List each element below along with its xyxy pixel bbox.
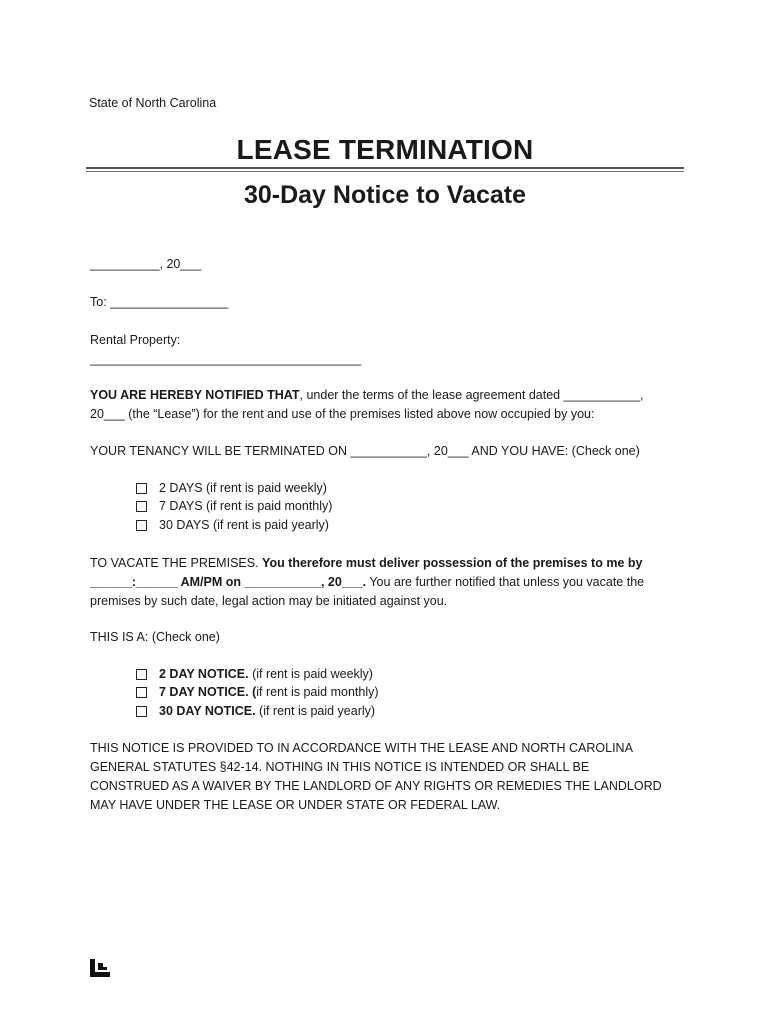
tenancy-option-30-days[interactable] <box>136 518 329 532</box>
vacate-paragraph-line-2 <box>90 575 644 589</box>
disclaimer-line-1: THIS NOTICE IS PROVIDED TO IN ACCORDANCE WITH THE LEASE AND NORTH CAROLINA <box>90 741 633 755</box>
notice-paragraph-line-1 <box>90 388 644 402</box>
option-bold: 7 DAY NOTICE. ( <box>159 685 257 699</box>
checkbox[interactable] <box>136 687 147 698</box>
checkbox[interactable] <box>136 520 147 531</box>
notice-option-7-day[interactable] <box>136 685 379 699</box>
rental-property-field[interactable]: _______________________________________ <box>90 352 362 366</box>
rental-property-label: Rental Property: <box>90 333 181 347</box>
option-bold: 2 DAY NOTICE. <box>159 667 249 681</box>
brand-logo-icon <box>90 959 110 977</box>
tenancy-termination-text: YOUR TENANCY WILL BE TERMINATED ON ___________, 20___ AND YOU HAVE: (Check one) <box>90 444 640 458</box>
vacate-plain: TO VACATE THE PREMISES. <box>90 556 263 570</box>
notice-option-2-day[interactable] <box>136 667 373 681</box>
checkbox[interactable] <box>136 483 147 494</box>
option-bold: 30 DAY NOTICE. <box>159 704 256 718</box>
tenancy-option-2-days[interactable] <box>136 481 327 495</box>
date-field[interactable]: __________, 20___ <box>90 257 202 271</box>
state-label: State of North Carolina <box>89 96 217 110</box>
recipient-field[interactable]: To: _________________ <box>90 295 229 309</box>
notice-lead-bold: YOU ARE HEREBY NOTIFIED THAT <box>90 388 300 402</box>
vacate-paragraph-line-3: premises by such date, legal action may be initiated against you. <box>90 594 448 608</box>
disclaimer-line-3: CONSTRUED AS A WAIVER BY THE LANDLORD OF ANY RIGHTS OR REMEDIES THE LANDLORD <box>90 779 662 793</box>
vacate-plain-2: You are further notified that unless you vacate the <box>366 575 645 589</box>
disclaimer-line-2: GENERAL STATUTES §42-14. NOTHING IN THIS NOTICE IS INTENDED OR SHALL BE <box>90 760 590 774</box>
option-plain: if rent is paid monthly) <box>256 685 379 699</box>
tenancy-option-7-days[interactable] <box>136 499 332 513</box>
checkbox[interactable] <box>136 669 147 680</box>
option-plain: (if rent is paid weekly) <box>248 667 373 681</box>
vacate-deadline-bold: ______:______ AM/PM on ___________, 20___. <box>90 575 367 589</box>
vacate-paragraph-line-1 <box>90 556 642 570</box>
vacate-bold: You therefore must deliver possession of the premises to me by <box>262 556 643 570</box>
document-title: LEASE TERMINATION <box>236 134 534 165</box>
notice-option-30-day[interactable] <box>136 704 375 718</box>
option-plain: (if rent is paid yearly) <box>255 704 376 718</box>
checkbox[interactable] <box>136 706 147 717</box>
option-label: 7 DAYS (if rent is paid monthly) <box>159 499 333 513</box>
notice-paragraph-line-2: 20___ (the “Lease”) for the rent and use of the premises listed above now occupied by you: <box>90 407 595 421</box>
checkbox[interactable] <box>136 501 147 512</box>
option-label: 30 DAYS (if rent is paid yearly) <box>159 518 329 532</box>
notice-lead-rest: , under the terms of the lease agreement dated ___________, <box>299 388 644 402</box>
disclaimer-line-4: MAY HAVE UNDER THE LEASE OR UNDER STATE OR FEDERAL LAW. <box>90 798 501 812</box>
notice-type-text: THIS IS A: (Check one) <box>90 630 220 644</box>
document-subtitle: 30-Day Notice to Vacate <box>243 181 527 209</box>
option-label: 2 DAYS (if rent is paid weekly) <box>159 481 327 495</box>
title-rule-thick <box>86 167 684 169</box>
title-rule-thin <box>86 171 684 172</box>
